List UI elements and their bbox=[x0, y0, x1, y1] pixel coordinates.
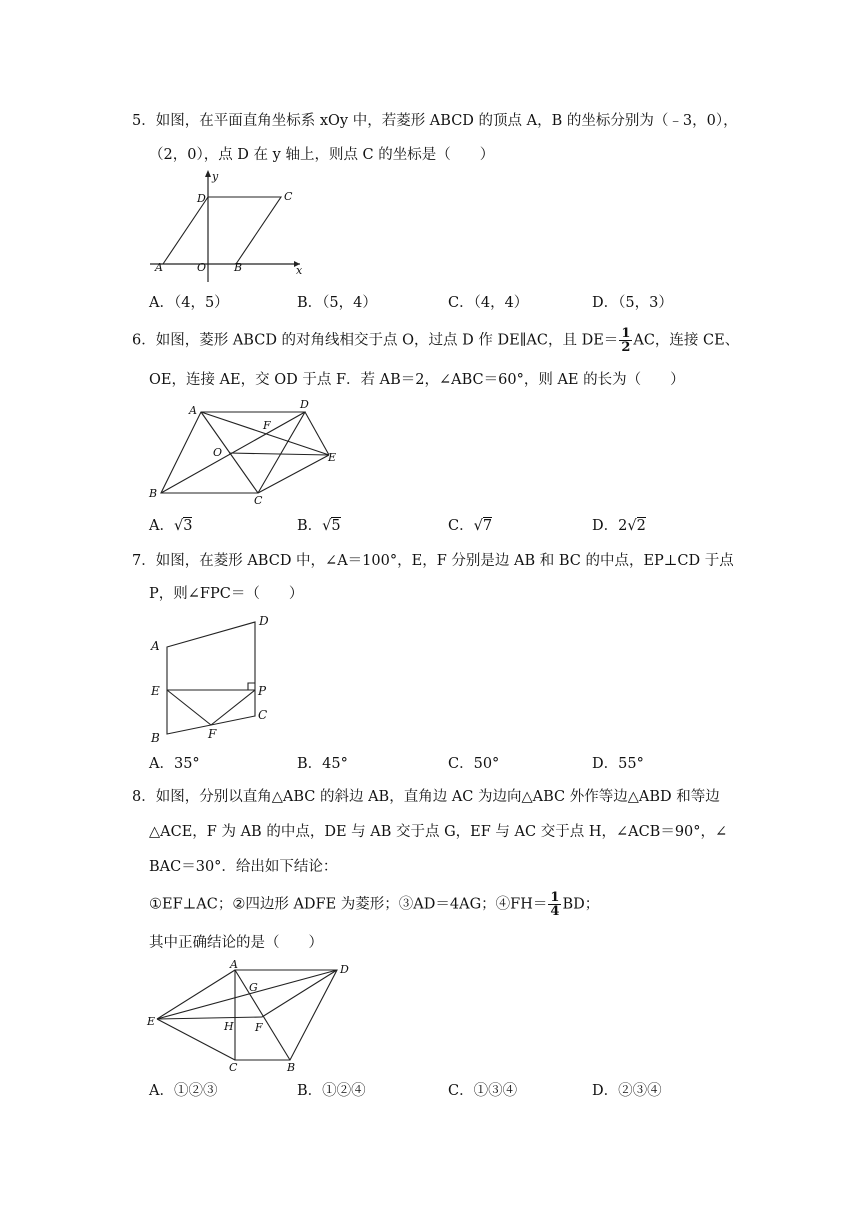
q8-label-G: G bbox=[249, 981, 258, 994]
q7-option-b: B．45° bbox=[297, 756, 348, 772]
q6-text-line1-a: 6．如图，菱形 ABCD 的对角线相交于点 O，过点 D 作 DE∥AC，且 DE＝ bbox=[132, 332, 619, 349]
q6-label-E: E bbox=[328, 451, 337, 464]
q8-fraction-num: 1 bbox=[550, 890, 560, 905]
q8-text-line2: △ACE，F 为 AB 的中点，DE 与 AB 交于点 G，EF 与 AC 交于点 H，∠ACB＝90°，∠ bbox=[149, 824, 728, 840]
q6-label-B: B bbox=[149, 487, 158, 500]
q8-option-d: D．②③④ bbox=[592, 1083, 662, 1099]
q8-text-line4-a: ①EF⊥AC；②四边形 ADFE 为菱形；③AD＝4AG；④FH＝ bbox=[149, 896, 548, 913]
q6-label-C: C bbox=[254, 494, 263, 507]
q5-text-line2: （2，0），点 D 在 y 轴上，则点 C 的坐标是（ ） bbox=[149, 147, 495, 163]
q5-label-D: D bbox=[197, 192, 206, 205]
q8-label-H: H bbox=[224, 1020, 234, 1033]
q6-option-c-radicand: 7 bbox=[482, 518, 493, 534]
q6-option-d bbox=[592, 516, 646, 536]
q6-option-c-letter: C． bbox=[448, 518, 474, 534]
q8-label-A: A bbox=[230, 958, 238, 971]
q8-label-E: E bbox=[147, 1015, 156, 1028]
q6-figure bbox=[145, 398, 345, 508]
q6-option-b-radicand: 5 bbox=[331, 518, 341, 534]
q8-text-line4 bbox=[149, 891, 599, 918]
q7-option-c: C．50° bbox=[448, 756, 500, 772]
q6-fraction-den: 2 bbox=[621, 340, 631, 355]
q6-label-F: F bbox=[263, 419, 271, 432]
q6-option-b-sqrt-icon: √ bbox=[322, 518, 332, 534]
q7-label-C: C bbox=[258, 708, 268, 722]
q8-option-a: A．①②③ bbox=[149, 1083, 218, 1099]
q8-label-B: B bbox=[287, 1061, 296, 1074]
q5-label-x: x bbox=[296, 264, 303, 277]
q6-option-a bbox=[149, 516, 192, 536]
q6-fraction-num: 1 bbox=[621, 326, 631, 341]
q5-label-y: y bbox=[212, 170, 219, 183]
q6-option-d-radicand: 2 bbox=[636, 518, 646, 534]
q8-label-D: D bbox=[340, 963, 349, 976]
q5-text-line1: 5．如图，在平面直角坐标系 xOy 中，若菱形 ABCD 的顶点 A，B 的坐标分别为（﹣3，0）， bbox=[132, 113, 738, 129]
q6-option-a-sqrt-icon: √ bbox=[173, 518, 184, 534]
q7-label-E: E bbox=[151, 684, 160, 698]
q5-figure bbox=[145, 168, 310, 283]
q7-label-P: P bbox=[258, 684, 267, 698]
q8-label-C: C bbox=[229, 1061, 238, 1074]
q7-text-line2: P，则∠FPC＝（ ） bbox=[149, 586, 304, 602]
q8-text-line1: 8．如图，分别以直角△ABC 的斜边 AB，直角边 AC 为边向△ABC 外作等边△ABD 和等边 bbox=[132, 789, 720, 805]
q6-option-c-sqrt-icon: √ bbox=[473, 518, 483, 534]
q7-label-A: A bbox=[151, 639, 160, 653]
q6-text-line1 bbox=[132, 327, 739, 354]
q6-option-d-letter: D． bbox=[592, 518, 619, 534]
q6-label-A: A bbox=[189, 404, 197, 417]
q6-option-b-letter: B． bbox=[297, 518, 323, 534]
q8-text-line3: BAC＝30°．给出如下结论： bbox=[149, 859, 338, 875]
q5-label-B: B bbox=[234, 261, 243, 274]
q7-option-a: A．35° bbox=[149, 756, 200, 772]
q8-option-c: C．①③④ bbox=[448, 1083, 518, 1099]
q6-text-line1-b: AC，连接 CE、 bbox=[633, 332, 740, 349]
q5-option-b: B．（5，4） bbox=[297, 295, 377, 311]
q8-fraction bbox=[548, 891, 561, 918]
q6-option-a-letter: A． bbox=[149, 518, 174, 534]
q7-figure bbox=[145, 610, 285, 745]
q7-label-B: B bbox=[151, 731, 160, 745]
q5-label-O: O bbox=[197, 261, 207, 274]
q8-option-b: B．①②④ bbox=[297, 1083, 366, 1099]
q6-option-a-radicand: 3 bbox=[183, 518, 193, 534]
q5-option-a: A．（4，5） bbox=[149, 295, 229, 311]
q7-option-d: D．55° bbox=[592, 756, 644, 772]
q6-option-d-coef: 2 bbox=[618, 518, 628, 534]
q8-fraction-den: 4 bbox=[550, 904, 560, 919]
q6-option-b bbox=[297, 516, 341, 536]
q5-option-c: C．（4，4） bbox=[448, 295, 529, 311]
q5-option-d: D．（5，3） bbox=[592, 295, 673, 311]
q8-label-F: F bbox=[255, 1021, 263, 1034]
q5-label-C: C bbox=[284, 190, 293, 203]
q7-text-line1: 7．如图，在菱形 ABCD 中，∠A＝100°，E，F 分别是边 AB 和 BC 的中点，EP⊥CD 于点 bbox=[132, 553, 734, 569]
q6-option-c bbox=[448, 516, 492, 536]
q8-text-line4-b: BD； bbox=[562, 896, 600, 913]
q6-option-d-sqrt-icon: √ bbox=[627, 518, 637, 534]
q5-label-A: A bbox=[155, 261, 163, 274]
q7-label-F: F bbox=[208, 727, 217, 741]
q6-text-line2: OE，连接 AE，交 OD 于点 F．若 AB＝2，∠ABC＝60°，则 AE 的长为（ ） bbox=[149, 372, 685, 388]
q8-text-line5: 其中正确结论的是（ ） bbox=[149, 935, 323, 951]
q8-figure bbox=[145, 958, 355, 1076]
q6-label-D: D bbox=[300, 398, 309, 411]
q6-label-O: O bbox=[213, 446, 223, 459]
q6-fraction bbox=[619, 327, 632, 354]
q7-label-D: D bbox=[259, 614, 269, 628]
